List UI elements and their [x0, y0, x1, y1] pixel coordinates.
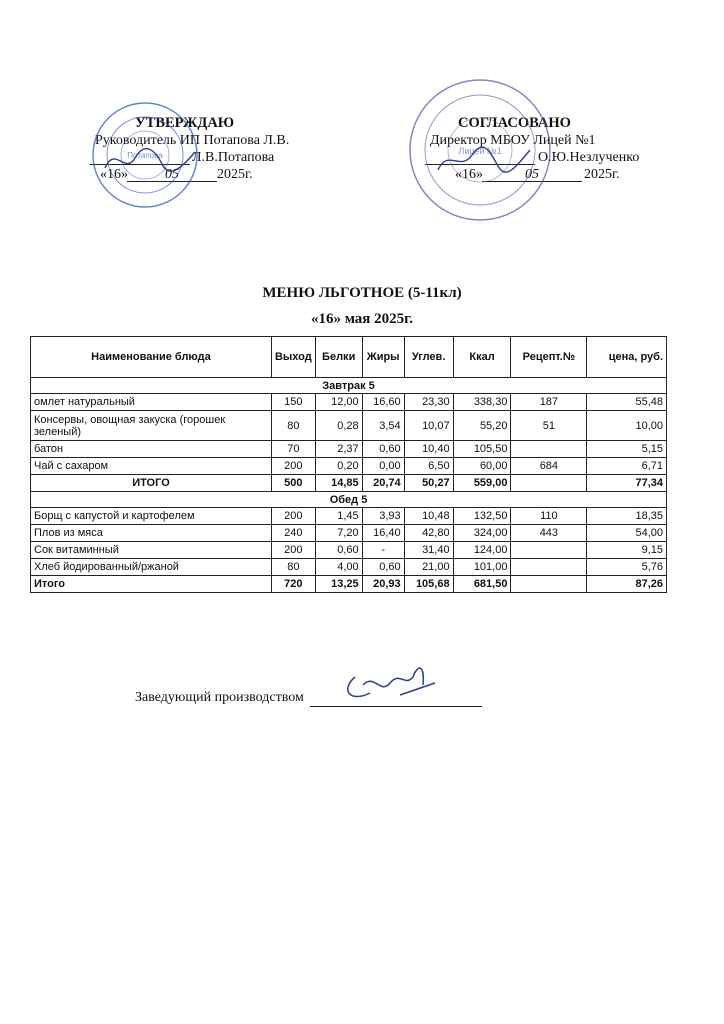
cell-output: 80: [271, 411, 315, 441]
cell-fat: 0,60: [362, 441, 404, 458]
approve-date-month: 05: [127, 166, 217, 182]
table-row: [31, 441, 667, 458]
agreed-title: СОГЛАСОВАНО: [458, 115, 571, 131]
cell-price: 5,76: [587, 559, 667, 576]
table-row: [31, 542, 667, 559]
cell-protein: 0,28: [315, 411, 362, 441]
svg-text:Потапова: Потапова: [127, 151, 163, 160]
cell-kcal: 105,50: [453, 441, 511, 458]
cell-recipe: [511, 475, 587, 492]
menu-table: [30, 336, 667, 593]
cell-price: 77,34: [587, 475, 667, 492]
cell-protein: 13,25: [315, 576, 362, 593]
total-row: [31, 475, 667, 492]
cell-fat: 20,74: [362, 475, 404, 492]
section-title: Завтрак 5: [31, 378, 667, 394]
cell-carbs: 42,80: [404, 525, 453, 542]
cell-price: 5,15: [587, 441, 667, 458]
cell-recipe: 443: [511, 525, 587, 542]
section-row: [31, 378, 667, 394]
total-row: [31, 576, 667, 593]
cell-protein: 12,00: [315, 394, 362, 411]
header-carbs: Углев.: [404, 337, 453, 378]
cell-kcal: 681,50: [453, 576, 511, 593]
table-row: [31, 525, 667, 542]
section-title: Обед 5: [31, 492, 667, 508]
cell-recipe: [511, 559, 587, 576]
cell-kcal: 55,20: [453, 411, 511, 441]
cell-protein: 1,45: [315, 508, 362, 525]
cell-output: 80: [271, 559, 315, 576]
cell-dish: Борщ с капустой и картофелем: [31, 508, 272, 525]
cell-carbs: 50,27: [404, 475, 453, 492]
table-row: [31, 394, 667, 411]
cell-price: 87,26: [587, 576, 667, 593]
agreed-date-month: 05: [482, 166, 582, 182]
cell-output: 200: [271, 542, 315, 559]
cell-recipe: 51: [511, 411, 587, 441]
cell-dish: омлет натуральный: [31, 394, 272, 411]
cell-kcal: 60,00: [453, 458, 511, 475]
cell-carbs: 10,48: [404, 508, 453, 525]
agreed-date-day: «16»: [455, 167, 483, 182]
cell-protein: 4,00: [315, 559, 362, 576]
cell-carbs: 23,30: [404, 394, 453, 411]
document-title: МЕНЮ ЛЬГОТНОЕ (5-11кл): [262, 285, 462, 301]
footer-label: Заведующий производством: [135, 690, 304, 705]
approve-date-year: 2025г.: [217, 167, 253, 182]
section-row: [31, 492, 667, 508]
cell-output: 150: [271, 394, 315, 411]
cell-total-label: ИТОГО: [31, 475, 272, 492]
cell-recipe: 684: [511, 458, 587, 475]
cell-dish: Хлеб йодированный/ржаной: [31, 559, 272, 576]
cell-dish: Консервы, овощная закуска (горошек зеленый): [31, 411, 272, 441]
agreed-name: О.Ю.Незлученко: [538, 150, 640, 165]
header-fat: Жиры: [362, 337, 404, 378]
cell-price: 54,00: [587, 525, 667, 542]
cell-carbs: 21,00: [404, 559, 453, 576]
cell-kcal: 559,00: [453, 475, 511, 492]
header-dish: Наименование блюда: [31, 337, 272, 378]
cell-fat: -: [362, 542, 404, 559]
cell-recipe: 110: [511, 508, 587, 525]
cell-carbs: 31,40: [404, 542, 453, 559]
footer-signature-icon: [335, 655, 445, 710]
cell-carbs: 10,07: [404, 411, 453, 441]
cell-output: 500: [271, 475, 315, 492]
cell-protein: 2,37: [315, 441, 362, 458]
cell-price: 18,35: [587, 508, 667, 525]
cell-protein: 0,60: [315, 542, 362, 559]
table-row: [31, 458, 667, 475]
cell-fat: 16,40: [362, 525, 404, 542]
table-row: [31, 559, 667, 576]
cell-output: 200: [271, 458, 315, 475]
cell-carbs: 10,40: [404, 441, 453, 458]
cell-recipe: [511, 576, 587, 593]
table-header-row: [31, 337, 667, 378]
cell-kcal: 132,50: [453, 508, 511, 525]
cell-recipe: [511, 542, 587, 559]
cell-recipe: [511, 441, 587, 458]
header-price: цена, руб.: [587, 337, 667, 378]
approve-date-day: «16»: [100, 167, 128, 182]
agreed-position: Директор МБОУ Лицей №1: [430, 133, 596, 148]
approve-signature-icon: [100, 140, 210, 180]
header-recipe: Рецепт.№: [511, 337, 587, 378]
approve-title: УТВЕРЖДАЮ: [135, 115, 235, 131]
cell-fat: 16,60: [362, 394, 404, 411]
cell-dish: Плов из мяса: [31, 525, 272, 542]
cell-price: 6,71: [587, 458, 667, 475]
svg-text:Лицей №1: Лицей №1: [458, 146, 502, 156]
cell-price: 55,48: [587, 394, 667, 411]
cell-output: 200: [271, 508, 315, 525]
cell-kcal: 324,00: [453, 525, 511, 542]
header-output: Выход: [271, 337, 315, 378]
cell-price: 9,15: [587, 542, 667, 559]
table-row: [31, 508, 667, 525]
cell-output: 720: [271, 576, 315, 593]
cell-output: 240: [271, 525, 315, 542]
cell-fat: 3,54: [362, 411, 404, 441]
approve-position: Руководитель ИП Потапова Л.В.: [95, 133, 290, 148]
cell-dish: Сок витаминный: [31, 542, 272, 559]
cell-kcal: 101,00: [453, 559, 511, 576]
document-date: «16» мая 2025г.: [310, 311, 414, 327]
cell-fat: 0,00: [362, 458, 404, 475]
cell-kcal: 338,30: [453, 394, 511, 411]
agreed-date-year: 2025г.: [584, 167, 620, 182]
cell-fat: 3,93: [362, 508, 404, 525]
table-row: [31, 411, 667, 441]
cell-price: 10,00: [587, 411, 667, 441]
agreed-signature-icon: [430, 140, 540, 180]
header-protein: Белки: [315, 337, 362, 378]
approve-name: Л.В.Потапова: [192, 150, 275, 165]
cell-fat: 0,60: [362, 559, 404, 576]
cell-protein: 7,20: [315, 525, 362, 542]
cell-protein: 0,20: [315, 458, 362, 475]
cell-output: 70: [271, 441, 315, 458]
cell-dish: Чай с сахаром: [31, 458, 272, 475]
cell-total-label: Итого: [31, 576, 272, 593]
cell-recipe: 187: [511, 394, 587, 411]
cell-carbs: 6,50: [404, 458, 453, 475]
cell-dish: батон: [31, 441, 272, 458]
cell-kcal: 124,00: [453, 542, 511, 559]
header-kcal: Ккал: [453, 337, 511, 378]
cell-fat: 20,93: [362, 576, 404, 593]
cell-carbs: 105,68: [404, 576, 453, 593]
cell-protein: 14,85: [315, 475, 362, 492]
